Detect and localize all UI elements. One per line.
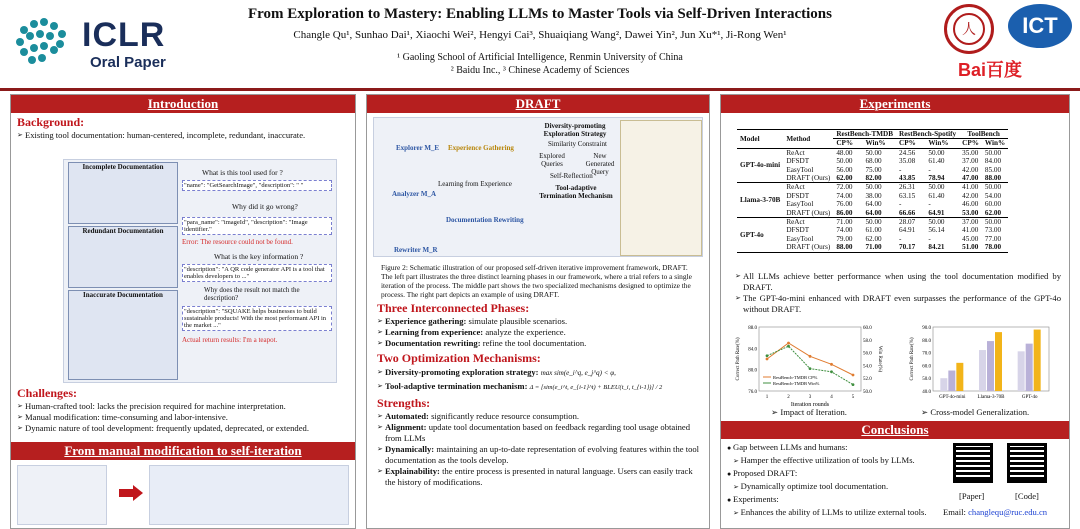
value-cell: 64.00 bbox=[865, 200, 882, 209]
value-cell: 50.00 bbox=[865, 183, 882, 192]
model-cell: GPT-4o-mini bbox=[740, 161, 781, 170]
bar bbox=[995, 332, 1002, 391]
value-cell: 62.00 bbox=[865, 234, 882, 243]
value-cell: 50.00 bbox=[928, 183, 945, 192]
conclusions-list bbox=[727, 441, 957, 519]
method-cell: ReAct bbox=[786, 218, 805, 227]
label-learning: Learning from Experience bbox=[438, 180, 512, 188]
phases-title: Three Interconnected Phases: bbox=[377, 301, 530, 315]
caption-cross bbox=[921, 407, 1029, 418]
experiments-heading: Experiments bbox=[721, 95, 1069, 113]
value-cell: 72.00 bbox=[836, 183, 853, 192]
col-group: RestBench-Spotify bbox=[896, 130, 959, 139]
y-tick-label: 80.0 bbox=[922, 338, 931, 344]
label-self-reflection: Self-Reflection bbox=[550, 172, 593, 180]
value-cell: 70.17 bbox=[899, 243, 916, 252]
value-cell: 50.00 bbox=[865, 218, 882, 227]
value-cell: 77.00 bbox=[984, 234, 1002, 243]
manual-figure bbox=[17, 465, 107, 525]
y-tick-label: 84.0 bbox=[748, 347, 757, 353]
phase-2 bbox=[377, 327, 703, 338]
col-metric: CP% bbox=[836, 139, 854, 148]
value-cell: 54.00 bbox=[984, 191, 1002, 200]
strength-2 bbox=[377, 422, 703, 444]
strength-1-name: Automated: bbox=[385, 411, 429, 421]
poster-header bbox=[0, 0, 1080, 90]
value-cell: 50.00 bbox=[984, 183, 1002, 192]
value-cell: 84.00 bbox=[984, 157, 1002, 166]
conclusion-text: Hamper the effective utilization of tools by LLMs. bbox=[740, 455, 915, 465]
value-cell: 35.08 bbox=[899, 157, 916, 166]
affiliation-1: ¹ Gaoling School of Artificial Intelligence, Renmin University of China bbox=[397, 52, 683, 63]
value-cell: 76.00 bbox=[836, 200, 853, 209]
strengths-title: Strengths: bbox=[377, 396, 431, 410]
y-tick-label: 90.0 bbox=[922, 326, 931, 331]
x-tick-label: 3 bbox=[808, 395, 812, 400]
value-cell: 48.00 bbox=[836, 148, 853, 157]
method-cell: ReAct bbox=[786, 183, 805, 192]
value-cell: - bbox=[928, 200, 931, 209]
strength-1-text: significantly reduce resource consumption. bbox=[428, 411, 580, 421]
value-cell: 45.00 bbox=[962, 234, 979, 243]
method-cell: DRAFT (Ours) bbox=[786, 243, 831, 252]
col-metric: Win% bbox=[865, 139, 886, 148]
header-divider bbox=[0, 88, 1080, 91]
value-cell: 75.00 bbox=[865, 165, 882, 174]
value-cell: 85.00 bbox=[984, 165, 1002, 174]
ict-logo: ICT bbox=[1008, 4, 1072, 48]
x-tick-label: Llama-3-70B bbox=[977, 395, 1005, 400]
caption-cross-text: Cross-model Generalization. bbox=[930, 407, 1030, 417]
value-cell: 64.91 bbox=[928, 208, 945, 217]
value-cell: 60.00 bbox=[984, 200, 1002, 209]
value-cell: 50.00 bbox=[984, 218, 1002, 227]
poster-title: From Exploration to Mastery: Enabling LLMs to Master Tools via Self-Driven Interactions bbox=[247, 6, 832, 22]
challenge-1: ➢ Human-crafted tool: lacks the precision required for machine interpretation. bbox=[17, 401, 351, 412]
method-cell: DRAFT (Ours) bbox=[786, 174, 831, 183]
y-right-tick-label: 58.0 bbox=[863, 338, 872, 344]
col-group: ToolBench bbox=[959, 130, 1008, 139]
bar bbox=[1018, 351, 1025, 391]
value-cell: 63.15 bbox=[899, 191, 916, 200]
self-iteration-figure bbox=[149, 465, 349, 525]
value-cell: 50.00 bbox=[928, 218, 945, 227]
value-cell: 38.00 bbox=[865, 191, 882, 200]
y-tick-label: 50.0 bbox=[922, 377, 931, 383]
method-cell: DFSDT bbox=[786, 157, 810, 166]
method-cell: EasyTool bbox=[786, 200, 814, 209]
x-tick-label: GPT-4o-mini bbox=[939, 395, 966, 400]
bar bbox=[987, 341, 994, 391]
email-label: Email: bbox=[943, 507, 966, 517]
doc-incomplete-panel bbox=[68, 162, 178, 224]
iclr-logo bbox=[10, 14, 180, 74]
data-point bbox=[766, 354, 769, 357]
fig-label-incomplete: Incomplete Documentation bbox=[82, 163, 164, 171]
conference-sub: Oral Paper bbox=[90, 54, 166, 71]
fig-label-inaccurate: Inaccurate Documentation bbox=[83, 291, 163, 299]
data-point bbox=[787, 345, 790, 348]
value-cell: 71.00 bbox=[865, 243, 882, 252]
value-cell: 41.00 bbox=[962, 183, 979, 192]
value-cell: 42.00 bbox=[962, 191, 979, 200]
method-cell: EasyTool bbox=[786, 165, 814, 174]
value-cell: 46.00 bbox=[962, 200, 979, 209]
value-cell: 50.00 bbox=[984, 148, 1002, 157]
manual-heading: From manual modification to self-iteration bbox=[11, 442, 355, 460]
data-point bbox=[830, 370, 833, 373]
value-cell: 88.00 bbox=[984, 174, 1002, 183]
bullet-icon: ● bbox=[727, 470, 733, 478]
strength-4-name: Explainability: bbox=[385, 466, 440, 476]
value-cell: 43.85 bbox=[899, 174, 916, 183]
draft-caption: Figure 2: Schematic illustration of our proposed self-driven iterative improvement framework, DRAFT. The left part illustrates the three distinct learning phases in our framework, where a trial refers to a single iteration of the process. The middle part shows the two specialized mechanisms designed to optimize the process. The right part depicts an example of using DRAFT. bbox=[381, 263, 692, 299]
legend-label: RestBench-TMDB CP% bbox=[773, 375, 818, 380]
background-text: ➢ Existing tool documentation: human-centered, incomplete, redundant, inaccurate. bbox=[17, 130, 349, 141]
data-point bbox=[809, 355, 812, 358]
value-cell: 61.00 bbox=[865, 226, 882, 235]
value-cell: 50.00 bbox=[836, 157, 853, 166]
bubble-8: Why does the result not match the description? bbox=[204, 286, 300, 302]
col-metric: Win% bbox=[928, 139, 949, 148]
intro-heading: Introduction bbox=[11, 95, 355, 113]
caption-bullet: ➢ bbox=[921, 407, 931, 417]
conclusion-text: Enhances the ability of LLMs to utilize external tools. bbox=[740, 507, 927, 517]
doc-redundant-panel bbox=[68, 226, 178, 288]
x-tick-label: 1 bbox=[765, 395, 769, 400]
arrow-right-icon bbox=[119, 485, 143, 501]
col-metric: Win% bbox=[984, 139, 1006, 148]
bubble-5: Error: The resource could not be found. bbox=[182, 238, 293, 246]
mech-1-name: Diversity-promoting exploration strategy: bbox=[385, 367, 539, 377]
bar bbox=[948, 371, 955, 391]
brain-icon bbox=[10, 14, 72, 72]
label-similarity: Similarity Constraint bbox=[548, 140, 607, 148]
bubble-2: "name": "GetSearchImage", "description": " " bbox=[182, 180, 332, 191]
mech-2-name: Tool-adaptive termination mechanism: bbox=[385, 381, 528, 391]
phase-1 bbox=[377, 316, 703, 327]
phase-2-name: Learning from experience: bbox=[385, 327, 484, 337]
bar bbox=[956, 363, 963, 391]
col-method: Method bbox=[786, 134, 811, 143]
doc-inaccurate-panel bbox=[68, 290, 178, 380]
bar bbox=[1026, 344, 1033, 391]
y-axis-label: Correct Path Rate(%) bbox=[736, 337, 741, 381]
qr-paper-label: [Paper] bbox=[959, 491, 985, 501]
y-right-axis-label: Win Rate(%) bbox=[877, 345, 882, 373]
bar bbox=[940, 378, 947, 391]
y-axis-label: Correct Path Rate(%) bbox=[910, 337, 915, 381]
iteration-chart bbox=[733, 321, 883, 409]
conclusion-item bbox=[727, 506, 957, 519]
affiliation-2: ² Baidu Inc., ³ Chinese Academy of Sciences bbox=[450, 65, 630, 76]
phase-1-text: simulate plausible scenarios. bbox=[466, 316, 568, 326]
y-tick-label: 60.0 bbox=[922, 364, 931, 370]
data-point bbox=[766, 358, 769, 361]
bubble-7: "description": "A QR code generator API is a tool that enables developers to ..." bbox=[182, 264, 332, 282]
x-tick-label: GPT-4o bbox=[1021, 395, 1038, 400]
phase-3-name: Documentation rewriting: bbox=[385, 338, 481, 348]
method-cell: DFSDT bbox=[786, 191, 810, 200]
draft-heading: DRAFT bbox=[367, 95, 709, 113]
conclusions-heading: Conclusions bbox=[721, 421, 1069, 439]
conclusion-item bbox=[727, 493, 957, 506]
value-cell: - bbox=[899, 165, 902, 174]
label-diversity: Diversity-promoting Exploration Strategy bbox=[543, 122, 607, 138]
qr-code-label: [Code] bbox=[1015, 491, 1039, 501]
bullet-icon: ● bbox=[727, 496, 733, 504]
conclusion-item bbox=[727, 454, 957, 467]
y-tick-label: 80.0 bbox=[748, 368, 757, 374]
value-cell: 56.14 bbox=[928, 226, 945, 235]
bubble-9: "description": "SQUAKE helps businesses to build sustainable products! With the most performant API in the market ..." bbox=[182, 306, 332, 331]
caption-iteration-text: Impact of Iteration. bbox=[780, 407, 847, 417]
method-cell: ReAct bbox=[786, 148, 805, 157]
phase-1-name: Experience gathering: bbox=[385, 316, 467, 326]
col-metric: CP% bbox=[899, 139, 916, 148]
col-group: RestBench-TMDB bbox=[833, 130, 896, 139]
bar bbox=[1034, 330, 1041, 391]
x-tick-label: 5 bbox=[851, 395, 855, 400]
conclusion-text: Dynamically optimize tool documentation. bbox=[740, 481, 889, 491]
finding-2: ➢ The GPT-4o-mini enhanced with DRAFT even surpasses the performance of the GPT-4o without DRAFT. bbox=[735, 293, 1061, 315]
bar bbox=[979, 350, 986, 391]
value-cell: 37.00 bbox=[962, 157, 979, 166]
value-cell: 66.66 bbox=[899, 208, 916, 217]
y-right-tick-label: 52.0 bbox=[863, 377, 872, 383]
model-cell: Llama-3-70B bbox=[740, 196, 781, 205]
value-cell: 56.00 bbox=[836, 165, 853, 174]
value-cell: 74.00 bbox=[836, 226, 853, 235]
label-rewriting: Documentation Rewriting bbox=[446, 216, 524, 224]
strength-3 bbox=[377, 444, 703, 466]
value-cell: 28.07 bbox=[899, 218, 916, 227]
value-cell: 51.00 bbox=[962, 243, 979, 252]
phase-3-text: refine the tool documentation. bbox=[480, 338, 587, 348]
col-metric: CP% bbox=[962, 139, 979, 148]
value-cell: - bbox=[928, 165, 931, 174]
value-cell: 50.00 bbox=[865, 148, 882, 157]
mech-1-formula: max sim(e_i^q, e_j^q) < φ, bbox=[540, 369, 616, 377]
y-tick-label: 70.0 bbox=[922, 351, 931, 357]
x-axis-label: Iteration rounds bbox=[790, 402, 830, 408]
bullet-icon: ➢ bbox=[733, 457, 741, 465]
x-tick-label: 4 bbox=[830, 395, 833, 400]
value-cell: 41.00 bbox=[962, 226, 979, 235]
authors: Changle Qu¹, Sunhao Dai¹, Xiaochi Wei², Hengyi Cai³, Shuaiqiang Wang², Dawei Yin², Jun Xu*¹, Ji-Rong Wen¹ bbox=[293, 29, 787, 41]
value-cell: 62.00 bbox=[984, 208, 1002, 217]
x-tick-label: 2 bbox=[787, 395, 790, 400]
value-cell: 64.91 bbox=[899, 226, 916, 235]
conclusion-item bbox=[727, 441, 957, 454]
mech-2-formula: Δ = [sim(e_i^t, e_{i-1}^t) + BLEU(t_i, t_{i-1})] / 2 bbox=[529, 384, 663, 391]
value-cell: 26.31 bbox=[899, 183, 916, 192]
bullet-icon: ➢ bbox=[733, 509, 741, 517]
value-cell: 86.00 bbox=[836, 208, 853, 217]
column-left bbox=[10, 94, 356, 529]
conclusion-text: Gap between LLMs and humans: bbox=[732, 442, 848, 452]
data-point bbox=[830, 363, 833, 366]
strength-2-name: Alignment: bbox=[385, 422, 427, 432]
data-point bbox=[787, 342, 790, 345]
svg-text:人: 人 bbox=[962, 22, 976, 38]
strength-4 bbox=[377, 466, 703, 488]
y-tick-label: 40.0 bbox=[922, 390, 931, 395]
conclusion-text: Proposed DRAFT: bbox=[732, 468, 798, 478]
label-new-query: New Generated Query bbox=[585, 152, 615, 176]
y-tick-label: 88.0 bbox=[748, 326, 757, 331]
conclusion-item bbox=[727, 467, 957, 480]
strength-4-text: the entire process is presented in natural language. Users can easily track the history of modifications. bbox=[385, 466, 693, 487]
label-termination: Tool-adaptive Termination Mechanism bbox=[539, 184, 613, 200]
background-title: Background: bbox=[17, 115, 85, 129]
value-cell: 24.56 bbox=[899, 148, 916, 157]
draft-figure bbox=[373, 117, 703, 257]
label-analyzer: Analyzer M_A bbox=[392, 190, 436, 198]
value-cell: 42.00 bbox=[962, 165, 979, 174]
data-point bbox=[852, 374, 855, 377]
fig-label-redundant: Redundant Documentation bbox=[82, 227, 164, 235]
label-explored: Explored Queries bbox=[539, 152, 565, 168]
strength-3-name: Dynamically: bbox=[385, 444, 435, 454]
conference-name: ICLR bbox=[82, 16, 166, 54]
value-cell: 64.00 bbox=[865, 208, 882, 217]
value-cell: 37.00 bbox=[962, 218, 979, 227]
label-explorer: Explorer M_E bbox=[396, 144, 440, 152]
email-line bbox=[943, 507, 1047, 517]
conclusion-text: Experiments: bbox=[732, 494, 779, 504]
bullet-icon: ➢ bbox=[733, 483, 741, 491]
data-point bbox=[852, 383, 855, 386]
method-cell: DFSDT bbox=[786, 226, 810, 235]
value-cell: 68.00 bbox=[865, 157, 882, 166]
value-cell: 61.40 bbox=[928, 191, 945, 200]
legend-label: RestBench-TMDB Win% bbox=[773, 381, 820, 386]
table-row bbox=[737, 148, 1008, 157]
challenge-3: ➢ Dynamic nature of tool development: frequently updated, deprecated, or extended. bbox=[17, 423, 351, 434]
value-cell: - bbox=[899, 234, 902, 243]
value-cell: 71.00 bbox=[836, 218, 853, 227]
ruc-seal-icon bbox=[947, 7, 991, 51]
method-cell: EasyTool bbox=[786, 234, 814, 243]
bubble-3: Why did it go wrong? bbox=[232, 202, 298, 211]
value-cell: - bbox=[899, 200, 902, 209]
value-cell: 78.00 bbox=[984, 243, 1002, 252]
value-cell: 79.00 bbox=[836, 234, 853, 243]
mech-1 bbox=[377, 366, 703, 380]
caption-bullet: ➢ bbox=[771, 407, 781, 417]
conclusion-item bbox=[727, 480, 957, 493]
cross-model-chart bbox=[905, 321, 1055, 409]
value-cell: - bbox=[928, 234, 931, 243]
value-cell: 78.94 bbox=[928, 174, 945, 183]
column-middle bbox=[366, 94, 710, 529]
table-row bbox=[737, 218, 1008, 227]
bubble-1: What is this tool used for ? bbox=[202, 168, 283, 177]
y-right-tick-label: 56.0 bbox=[863, 351, 872, 357]
baidu-logo: Bai百度 bbox=[958, 60, 1023, 80]
intro-figure bbox=[63, 159, 337, 383]
paper-qr-code[interactable] bbox=[953, 443, 993, 483]
bullet-icon: ● bbox=[727, 444, 733, 452]
challenge-2: ➢ Manual modification: time-consuming and labor-intensive. bbox=[17, 412, 351, 423]
model-cell: GPT-4o bbox=[740, 230, 764, 239]
value-cell: 35.00 bbox=[962, 148, 979, 157]
col-model: Model bbox=[740, 134, 760, 143]
label-experience: Experience Gathering bbox=[448, 144, 514, 152]
value-cell: 62.00 bbox=[836, 174, 853, 183]
value-cell: 47.00 bbox=[962, 174, 979, 183]
y-right-tick-label: 50.0 bbox=[863, 390, 872, 395]
value-cell: 73.00 bbox=[984, 226, 1002, 235]
strength-1 bbox=[377, 411, 703, 422]
strength-2-text: update tool documentation based on feedback regarding tool usage obtained from LLMs bbox=[385, 422, 691, 443]
email-link[interactable]: changlequ@ruc.edu.cn bbox=[968, 507, 1048, 517]
y-tick-label: 76.0 bbox=[748, 390, 757, 395]
method-cell: DRAFT (Ours) bbox=[786, 208, 831, 217]
value-cell: 88.00 bbox=[836, 243, 853, 252]
value-cell: 61.40 bbox=[928, 157, 945, 166]
mech-title: Two Optimization Mechanisms: bbox=[377, 351, 541, 365]
ruc-logo bbox=[944, 4, 994, 54]
y-right-tick-label: 60.0 bbox=[863, 326, 872, 331]
y-right-tick-label: 54.0 bbox=[863, 364, 872, 370]
challenges-title: Challenges: bbox=[17, 386, 77, 400]
draft-example-panel bbox=[620, 120, 702, 256]
results-table bbox=[737, 129, 1008, 253]
value-cell: 82.00 bbox=[865, 174, 882, 183]
data-point bbox=[809, 367, 812, 370]
code-qr-code[interactable] bbox=[1007, 443, 1047, 483]
caption-iteration bbox=[771, 407, 847, 418]
strength-3-text: maintaining an up-to-date representation of evolving features within the tool documentation as the tools develop. bbox=[385, 444, 700, 465]
finding-1: ➢ All LLMs achieve better performance when using the tool documentation modified by DRAFT. bbox=[735, 271, 1061, 293]
label-rewriter: Rewriter M_R bbox=[394, 246, 438, 254]
bubble-4: "para_name": "imageId", "description": "Image identifier." bbox=[182, 217, 332, 235]
phase-2-text: analyze the experience. bbox=[483, 327, 566, 337]
mech-2 bbox=[377, 380, 703, 394]
value-cell: 53.00 bbox=[962, 208, 979, 217]
table-row bbox=[737, 183, 1008, 192]
column-right bbox=[720, 94, 1070, 529]
phase-3 bbox=[377, 338, 703, 349]
value-cell: 84.21 bbox=[928, 243, 945, 252]
bubble-10: Actual return results: I'm a teapot. bbox=[182, 336, 278, 344]
value-cell: 74.00 bbox=[836, 191, 853, 200]
value-cell: 50.00 bbox=[928, 148, 945, 157]
bubble-6: What is the key information ? bbox=[214, 252, 304, 261]
